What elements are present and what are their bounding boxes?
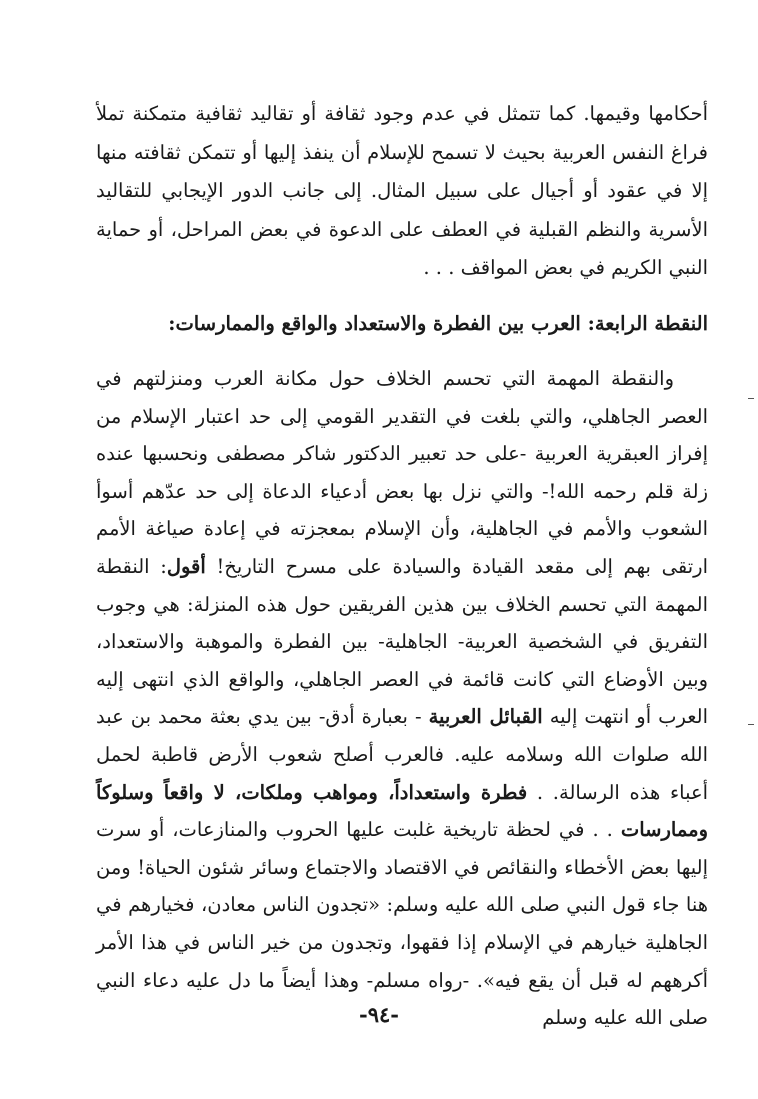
section-heading: النقطة الرابعة: العرب بين الفطرة والاستعداد والواقع والممارسات: bbox=[168, 312, 708, 335]
paragraph-intro bbox=[96, 95, 708, 288]
paragraph-main bbox=[96, 360, 708, 1037]
paragraph-main-text bbox=[96, 360, 708, 1037]
bold-phrase: أقول bbox=[166, 554, 206, 578]
margin-tick bbox=[748, 398, 754, 399]
text-run: - بعبارة أدق- بين يدي بعثة محمد بن عبد الله صلوات الله وسلامه عليه. فالعرب أصلح شعوب الأرض قاطبة لحمل أعباء هذه الرسالة. . bbox=[96, 705, 708, 804]
margin-tick bbox=[748, 724, 754, 725]
bold-phrase: فطرة واستعداداً، ومواهب وملكات، لا واقعاً وسلوكاً وممارسات bbox=[96, 780, 708, 842]
paragraph-intro-text: أحكامها وقيمها. كما تتمثل في عدم وجود ثقافة أو تقاليد ثقافية متمكنة تملأ فراغ النفس العربية بحيث لا تسمح للإسلام أن ينفذ إليها أو تتمكن ثقافته منها إلا في عقود أو أجيال على سبيل المثال. إلى جانب الدور الإيجابي للتقاليد الأسرية والنظم القبلية في العطف على الدعوة في بعض المراحل، أو حماية النبي الكريم في بعض المواقف . . . bbox=[96, 102, 708, 279]
text-run: والنقطة المهمة التي تحسم الخلاف حول مكانة العرب ومنزلتهم في العصر الجاهلي، والتي بلغت في التقدير القومي إلى حد اعتبار الإسلام من إفراز العبقرية العربية -على حد تعبير الدكتور شاكر مصطفى ونحسبها عنده زلة قلم رحمه الله!- والتي نزل بها بعض أدعياء الدعاة إلى حد عدّهم أسوأ الشعوب والأمم في الجاهلية، وأن الإسلام بمعجزته في إعادة صياغة الأمم ارتقى بهم إلى مقعد القيادة والسيادة على مسرح التاريخ! bbox=[96, 367, 708, 578]
page-number: -٩٤- bbox=[359, 1002, 399, 1027]
text-run: : النقطة المهمة التي تحسم الخلاف بين هذين الفريقين حول هذه المنزلة: هي وجوب التفريق في الشخصية العربية- الجاهلية- بين الفطرة والموهبة والاستعداد، وبين الأوضاع التي كانت قائمة في العصر الجاهلي، والواقع الذي انتهى إليه العرب أو انتهت إليه bbox=[96, 554, 709, 729]
bold-phrase: القبائل العربية bbox=[428, 705, 543, 729]
text-run: . . في لحظة تاريخية غلبت عليها الحروب والمنازعات، أو سرت إليها بعض الأخطاء والنقائص في الاقتصاد والاجتماع وسائر شئون الحياة! ومن هنا جاء قول النبي صلى الله عليه وسلم: «تجدون الناس معادن، فخيارهم في الجاهلية خيارهم في الإسلام إذا فقهوا، وتجدون من خير الناس في هذا الأمر أكرههم له قبل أن يقع فيه». -رواه مسلم- وهذا أيضاً ما دل عليه دعاء النبي صلى الله عليه وسلم bbox=[96, 818, 708, 1030]
